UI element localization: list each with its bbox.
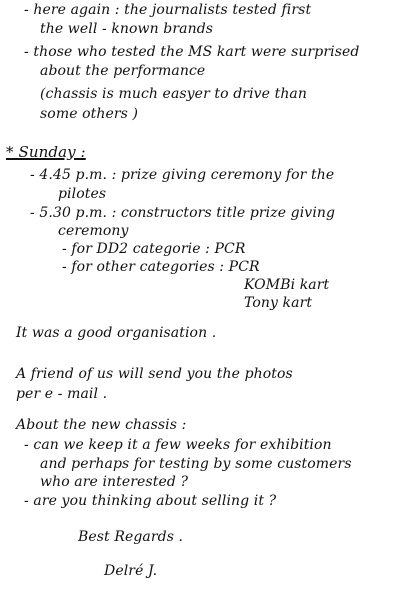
sunday-kombi-kart: KOMBi kart <box>244 277 330 293</box>
bullet-journalists-line2: the well - known brands <box>40 21 214 37</box>
bullet-ms-kart-line2: about the performance <box>40 63 206 79</box>
bullet-ms-kart-line1: - those who tested the MS kart were surprised <box>24 44 360 60</box>
signature: Delré J. <box>104 563 158 579</box>
chassis-line3: who are interested ? <box>40 474 189 490</box>
sunday-item2-line2: ceremony <box>58 223 129 239</box>
closing-regards: Best Regards . <box>78 529 184 545</box>
sunday-heading: * Sunday : <box>6 143 86 161</box>
sunday-item1-line2: pilotes <box>58 186 107 202</box>
paragraph-photos-line2: per e - mail . <box>16 386 108 402</box>
sunday-dd2-category: - for DD2 categorie : PCR <box>62 241 246 257</box>
bullet-ms-kart-line3: (chassis is much easyer to drive than <box>40 86 307 102</box>
sunday-item1-line1: - 4.45 p.m. : prize giving ceremony for the <box>30 167 335 183</box>
sunday-item2-line1: - 5.30 p.m. : constructors title prize giving <box>30 205 336 221</box>
chassis-line4: - are you thinking about selling it ? <box>24 493 277 509</box>
chassis-line2: and perhaps for testing by some customers <box>40 456 352 472</box>
paragraph-photos-line1: A friend of us will send you the photos <box>16 366 293 382</box>
sunday-other-categories: - for other categories : PCR <box>62 259 260 275</box>
bullet-ms-kart-line4: some others ) <box>40 106 139 122</box>
chassis-heading: About the new chassis : <box>16 417 187 433</box>
paragraph-organisation: It was a good organisation . <box>16 325 217 341</box>
sunday-tony-kart: Tony kart <box>244 295 313 311</box>
bullet-journalists-line1: - here again : the journalists tested first <box>24 2 312 18</box>
chassis-line1: - can we keep it a few weeks for exhibition <box>24 437 332 453</box>
